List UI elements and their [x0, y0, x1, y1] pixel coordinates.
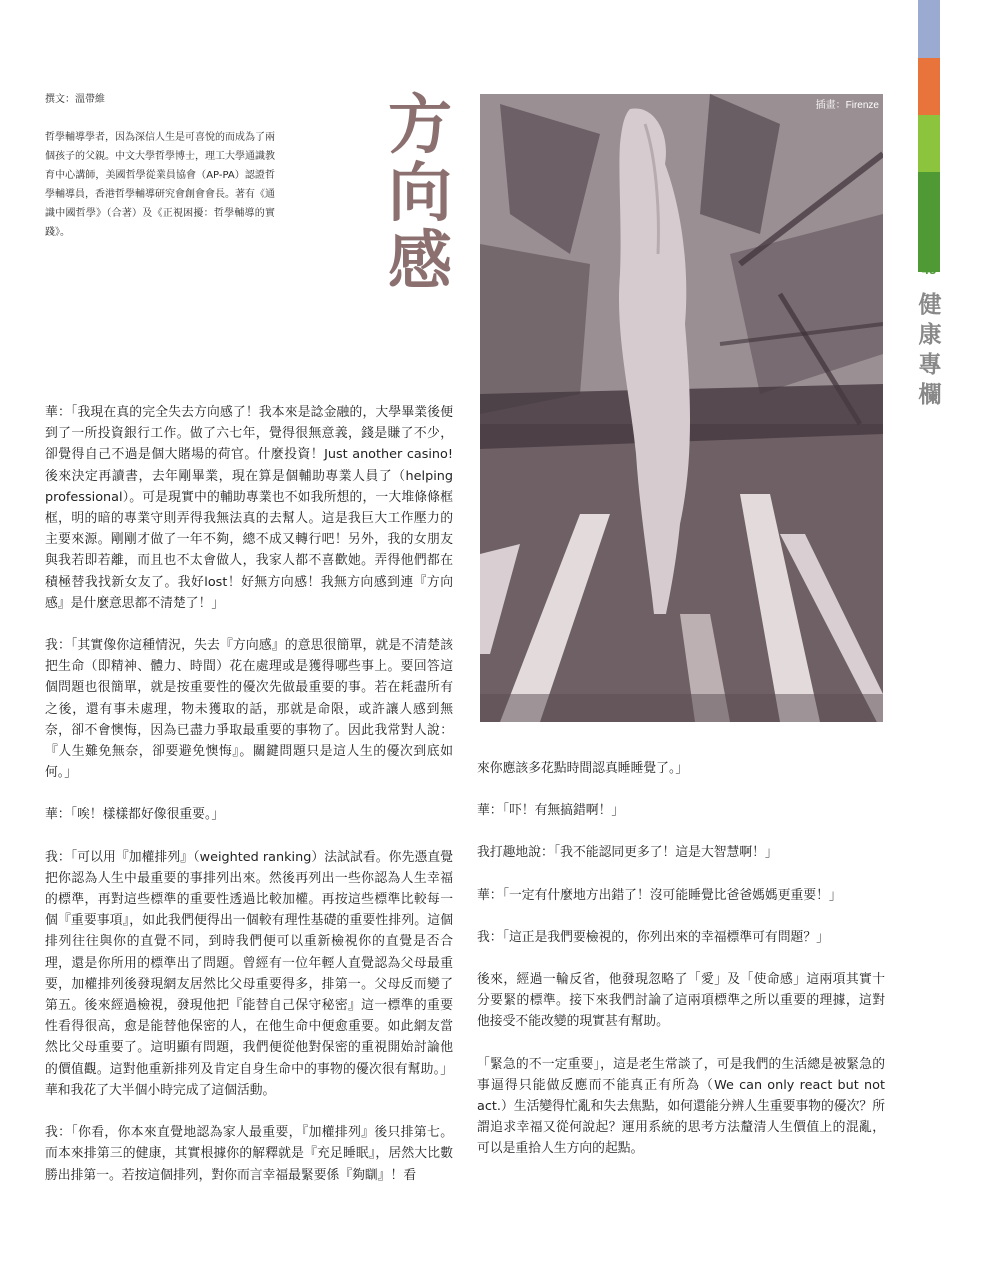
- paragraph: 華：「唉！樣樣都好像很重要。」: [45, 807, 225, 823]
- paragraph: 後來，經過一輪反省，他發現忽略了「愛」及「使命感」這兩項其實十分要緊的標準。接下來我們討論了這兩項標準之所以重要的理據，這對他接受不能改變的現實甚有幫助。: [477, 972, 885, 1030]
- illustration-painting: [480, 94, 883, 722]
- paragraph: 華：「我現在真的完全失去方向感了！我本來是諗金融的，大學畢業後便到了一所投資銀行工作。做了六七年，覺得很無意義，錢是賺了不少，卻覺得自己不過是個大賭場的荷官。什麼投資！Just another casino!後來決定再讀書，去年剛畢業，現在算是個輔助專業人員了（helping professional）。可是現實中的輔助專業也不如我所想的，一大堆條條框框，明的暗的專業守則弄得我無法真的去幫人。這是我巨大工作壓力的主要來源。剛剛才做了一年不夠，總不成又轉行吧！另外，我的女朋友與我若即若離，而且也不太會做人，我家人都不喜歡她。弄得他們都在積極替我找新女友了。我好lost！好無方向感！我無方向感到連『方向感』是什麼意思都不清楚了！」: [45, 405, 453, 611]
- article-title: 方向感: [388, 89, 452, 299]
- paragraph: 華：「一定有什麼地方出錯了！沒可能睡覺比爸爸媽媽更重要！」: [477, 887, 842, 903]
- color-tab-green: [918, 172, 940, 272]
- page-number: 43: [921, 262, 937, 277]
- paragraph: 華：「吓！有無搞錯啊！」: [477, 803, 625, 819]
- article-body-right: [477, 758, 885, 1181]
- illustration-credit: 插畫：Firenze: [815, 100, 879, 111]
- paragraph: 我：「其實像你這種情況，失去『方向感』的意思很簡單，就是不清楚該把生命（即精神、體力、時間）花在處理或是獲得哪些事上。要回答這個問題也很簡單，就是按重要性的優次先做最重要的事。若在耗盡所有之後，還有事未處理，物未獲取的話，那就是命限，或許讓人感到無奈，卻不會懊悔，因為已盡力爭取最重要的事物了。因此我常對人說：『人生難免無奈，卻要避免懊悔』。關鍵問題只是這人生的優次到底如何。」: [45, 638, 453, 781]
- paragraph: 我：「你看，你本來直覺地認為家人最重要，『加權排列』後只排第七。而本來排第三的健康，其實根據你的解釋就是『充足睡眠』，居然大比數勝出排第一。若按這個排列，對你而言幸福最緊要係『夠瞓』！看: [45, 1125, 453, 1183]
- color-tab-lightgreen: [918, 115, 940, 172]
- paragraph: 我：「可以用『加權排列』（weighted ranking）法試試看。你先憑直覺把你認為人生中最重要的事排列出來。然後再列出一些你認為人生幸福的標準，再對這些標準的重要性透過比較加權。再按這些標準比較每一個『重要事項』，如此我們便得出一個較有理性基礎的重要性排列。這個排列往往與你的直覺不同，到時我們便可以重新檢視你的直覺是否合理，還是你所用的標準出了問題。曾經有一位年輕人直覺認為父母最重要，加權排列後發現網友居然比父母重要得多，排第一。父母反而變了第五。後來經過檢視，發現他把『能替自己保守秘密』這一標準的重要性看得很高，愈是能替他保密的人，在他生命中便愈重要。如此網友當然比父母重要了。這明顯有問題，我們便從他對保密的重視開始討論他的價值觀。這對他重新排列及肯定自身生命中的事物的優次很有幫助。」華和我花了大半個小時完成了這個活動。: [45, 849, 453, 1098]
- author-line: 撰文：溫帶維: [45, 94, 105, 105]
- column-label: 健康專欄: [918, 291, 942, 408]
- paragraph: 來你應該多花點時間認真睡睡覺了。」: [477, 761, 689, 776]
- painting-artwork: [480, 94, 883, 722]
- color-tab-orange: [918, 58, 940, 115]
- author-bio: 哲學輔導學者，因為深信人生是可喜悅的而成為了兩個孩子的父親。中文大學哲學博士，理工大學通識教育中心講師，美國哲學從業員協會（AP-PA）認證哲學輔導員，香港哲學輔導研究會創會會長。著有《通識中國哲學》（合著）及《正視困擾：哲學輔導的實踐》。: [45, 132, 275, 238]
- paragraph: 我：「這正是我們要檢視的，你列出來的幸福標準可有問題？」: [477, 929, 829, 945]
- article-body-left: [45, 402, 453, 1207]
- paragraph: 「緊急的不一定重要」，這是老生常談了，可是我們的生活總是被緊急的事逼得只能做反應而不能真正有所為（We can only react but not act.）生活變得忙亂和失去焦點，如何還能分辨人生重要事物的優次？所謂追求幸福又從何說起？運用系統的思考方法釐清人生價值上的混亂，可以是重拾人生方向的起點。: [477, 1056, 885, 1157]
- color-tab-blue: [918, 0, 940, 58]
- paragraph: 我打趣地說：「我不能認同更多了！這是大智慧啊！」: [477, 845, 778, 861]
